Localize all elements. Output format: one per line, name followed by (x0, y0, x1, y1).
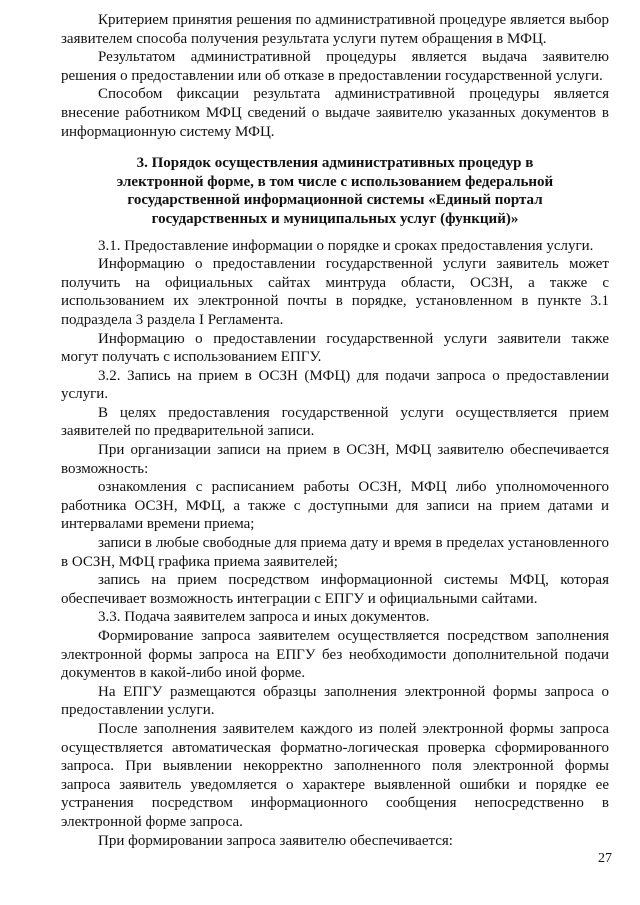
section-heading-line: 3. Порядок осуществления административных процедур в (136, 155, 534, 172)
paragraph-3-1: 3.1. Предоставление информации о порядке и сроках предоставления услуги. (98, 237, 594, 254)
page-content (61, 11, 609, 850)
paragraph-samples: На ЕПГУ размещаются образцы заполнения электронной формы запроса о предоставлении услуги. (61, 683, 609, 719)
paragraph-schedule: ознакомления с расписанием работы ОСЗН, МФЦ либо уполномоченного работника ОСЗН, МФЦ, а также с доступными для записи на прием датами и интервалами времени приема; (61, 479, 609, 533)
paragraph-3-3: 3.3. Подача заявителем запроса и иных документов. (98, 609, 430, 626)
paragraph-result: Результатом административной процедуры является выдача заявителю решения о предоставлении или об отказе в предоставлении государственной услуги. (61, 49, 609, 84)
section-heading-line: электронной форме, в том числе с использованием федеральной (116, 173, 554, 190)
paragraph-free-slots: записи в любые свободные для приема дату и время в пределах установленного в ОСЗН, МФЦ графика приема заявителей; (61, 535, 609, 570)
paragraph-fixation: Способом фиксации результата административной процедуры является внесение работником МФЦ сведений о выдаче заявителю указанных документов в информационную систему МФЦ. (61, 86, 609, 140)
section-heading-line: государственной информационной системы «Единый портал (127, 192, 543, 209)
paragraph-provided: При формировании запроса заявителю обеспечивается: (98, 832, 453, 849)
paragraph-info-epgu: Информацию о предоставлении государственной услуги заявители также могут получать с использованием ЕПГУ. (61, 330, 609, 366)
paragraph-criterion: Критерием принятия решения по административной процедуре является выбор заявителем способа получения результата услуги путем обращения в МФЦ. (61, 12, 609, 47)
paragraph-mfc-system: запись на прием посредством информационной системы МФЦ, которая обеспечивает возможность интеграции с ЕПГУ и официальными сайтами. (61, 572, 609, 607)
paragraph-info-sites: Информацию о предоставлении государственной услуги заявитель может получить на официальных сайтах минтруда области, ОСЗН, а также с использованием их электронной почты в порядке, установленном в пункте 3.1 подраздела 3 раздела I Регламента. (61, 256, 609, 328)
section-heading-line: государственных и муниципальных услуг (функций)» (151, 210, 519, 227)
paragraph-preliminary-record: В целях предоставления государственной услуги осуществляется прием заявителей по предварительной записи. (61, 404, 609, 440)
paragraph-validation: После заполнения заявителем каждого из полей электронной формы запроса осуществляется автоматическая форматно-логическая проверка сформированного запроса. При выявлении некорректно заполненного поля электронной формы запроса заявитель уведомляется о характере выявленной ошибки и порядке ее устранения посредством информационного сообщения непосредственно в электронной форме запроса. (61, 720, 609, 830)
paragraph-record-organization: При организации записи на прием в ОСЗН, МФЦ заявителю обеспечивается возможность: (61, 442, 609, 477)
section-heading (61, 154, 609, 228)
paragraph-request-forming: Формирование запроса заявителем осуществляется посредством заполнения электронной формы запроса на ЕПГУ без необходимости дополнительной подачи документов в какой-либо иной форме. (61, 628, 609, 682)
page-number: 27 (598, 851, 612, 866)
paragraph-3-2: 3.2. Запись на прием в ОСЗН (МФЦ) для подачи запроса о предоставлении услуги. (61, 367, 609, 403)
